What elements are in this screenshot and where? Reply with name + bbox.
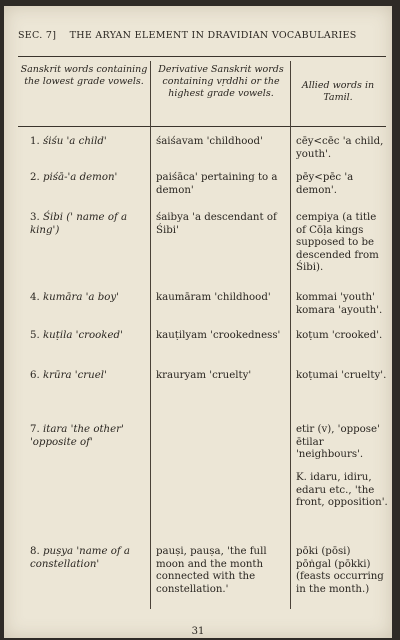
tamil-word: kommai 'youth' komara 'ayouth'. xyxy=(296,292,383,316)
row-number: 7. xyxy=(30,424,40,435)
table-row xyxy=(30,292,148,305)
tamil-word: koṭum 'crooked'. xyxy=(296,330,383,341)
table-row xyxy=(30,330,148,343)
row-number: 2. xyxy=(30,172,40,183)
table-top-rule xyxy=(18,56,386,57)
tamil-word: etir (v), 'oppose' ētilar 'neighbours'. xyxy=(296,424,380,460)
derivative-word: pauṣi, pauṣa, 'the full moon and the month connected with the constellation.' xyxy=(156,546,267,595)
derivative-word: kaumāram 'childhood' xyxy=(156,292,271,303)
derivative-word: śaibya 'a descendant of Śibi' xyxy=(156,212,277,236)
row-number: 4. xyxy=(30,292,40,303)
tamil-word: cempiya (a title of Cōḷa kings supposed to be descended from Śibi). xyxy=(296,212,379,273)
derivative-word: paiśāca' pertaining to a demon' xyxy=(156,172,278,196)
column-header-tamil: Allied words in Tamil. xyxy=(301,80,375,103)
table-head-rule xyxy=(18,126,386,127)
table-row xyxy=(30,212,148,237)
sanskrit-word: kuṭila 'crooked' xyxy=(42,330,123,341)
column-header-derivative: Derivative Sanskrit words containing vṛddhi or the highest grade vowels. xyxy=(158,64,284,99)
derivative-word: śaiśavam 'childhood' xyxy=(156,136,263,147)
row-number: 6. xyxy=(30,370,40,381)
derivative-word: krauryam 'cruelty' xyxy=(156,370,252,381)
section-number: SEC. 7] xyxy=(18,30,57,41)
table-row xyxy=(30,136,148,149)
sanskrit-word: kumāra 'a boy' xyxy=(42,292,119,303)
column-divider xyxy=(150,61,151,609)
kannada-word: K. idaru, idiru, edaru etc., 'the front, opposition'. xyxy=(296,472,388,508)
table-row xyxy=(30,172,148,185)
column-header-sanskrit: Sanskrit words containing the lowest grade vowels. xyxy=(20,64,148,87)
page-number: 31 xyxy=(191,626,205,637)
sanskrit-word: itara 'the other' 'opposite of' xyxy=(30,424,124,448)
tamil-word: cēy<cēc 'a child, youth'. xyxy=(296,136,384,160)
page-title: THE ARYAN ELEMENT IN DRAVIDIAN VOCABULARIES xyxy=(69,30,357,41)
derivative-word: kauṭilyam 'crookedness' xyxy=(156,330,281,341)
tamil-word: koṭumai 'cruelty'. xyxy=(296,370,387,381)
book-page xyxy=(4,6,392,638)
row-number: 5. xyxy=(30,330,40,341)
table-row xyxy=(30,546,148,571)
table-row xyxy=(30,424,148,449)
sanskrit-word: Śibi (' name of a king') xyxy=(30,212,128,236)
column-divider xyxy=(290,61,291,609)
tamil-word: pēy<pēc 'a demon'. xyxy=(296,172,354,196)
row-number: 3. xyxy=(30,212,40,223)
sanskrit-word: śiśu 'a child' xyxy=(42,136,107,147)
table-row xyxy=(30,370,148,383)
sanskrit-word: puṣya 'name of a constellation' xyxy=(30,546,130,570)
tamil-word: pōki (pōsi) pōṅgal (pōkki) (feasts occurring in the month.) xyxy=(296,546,384,595)
running-header xyxy=(18,30,388,41)
row-number: 1. xyxy=(30,136,40,147)
sanskrit-word: krūra 'cruel' xyxy=(42,370,107,381)
sanskrit-word: piśā-'a demon' xyxy=(42,172,118,183)
row-number: 8. xyxy=(30,546,40,557)
